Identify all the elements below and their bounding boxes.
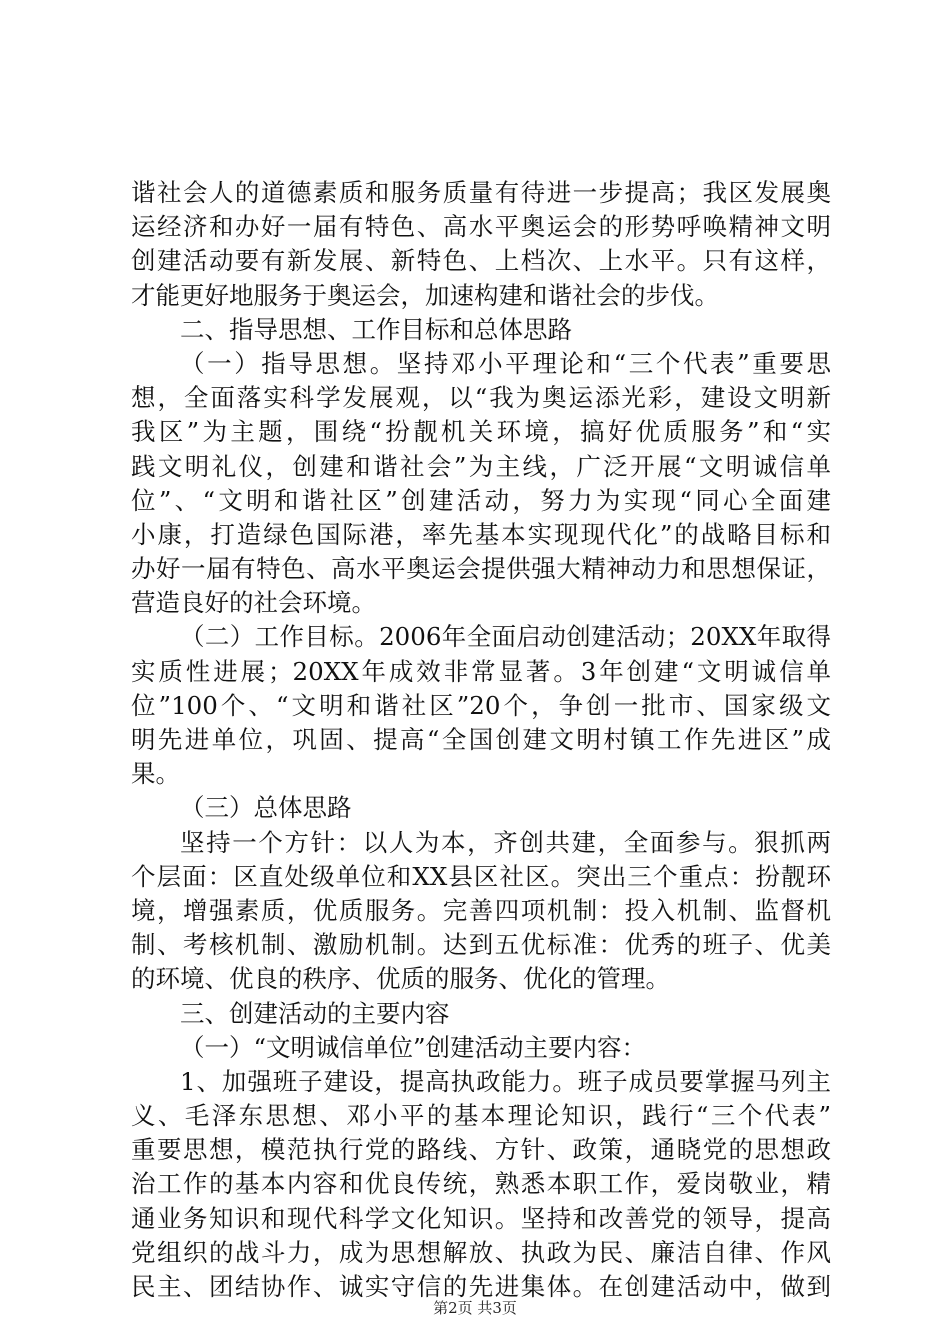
text-line: （二）工作目标。2006年全面启动创建活动；20XX年取得 xyxy=(180,622,831,652)
text-line: 位”、“文明和谐社区”创建活动，努力为实现“同心全面建 xyxy=(131,485,831,515)
text-line: 运经济和办好一届有特色、高水平奥运会的形势呼唤精神文明 xyxy=(131,212,831,242)
text-line: 制、考核机制、激励机制。达到五优标准：优秀的班子、优美 xyxy=(131,930,831,960)
text-line: 谐社会人的道德素质和服务质量有待进一步提高；我区发展奥 xyxy=(131,178,831,207)
text-line: 民主、团结协作、诚实守信的先进集体。在创建活动中，做到 xyxy=(131,1272,831,1301)
text-line: 创建活动要有新发展、新特色、上档次、上水平。只有这样， xyxy=(131,246,831,276)
text-line: 果。 xyxy=(131,759,180,789)
text-line: （一）指导思想。坚持邓小平理论和“三个代表”重要思 xyxy=(180,348,831,378)
text-line: 营造良好的社会环境。 xyxy=(131,588,376,618)
text-line: 才能更好地服务于奥运会，加速构建和谐社会的步伐。 xyxy=(131,280,719,310)
text-line: 治工作的基本内容和优良传统，熟悉本职工作，爱岗敬业，精 xyxy=(131,1169,831,1199)
text-line: 办好一届有特色、高水平奥运会提供强大精神动力和思想保证， xyxy=(131,554,831,584)
text-line: 1、加强班子建设，提高执政能力。班子成员要掌握马列主 xyxy=(180,1066,831,1096)
text-line: 个层面：区直处级单位和XX县区社区。突出三个重点：扮靓环 xyxy=(131,861,831,891)
text-line: 明先进单位，巩固、提高“全国创建文明村镇工作先进区”成 xyxy=(131,725,831,754)
text-line: 的环境、优良的秩序、优质的服务、优化的管理。 xyxy=(131,964,670,994)
text-line: 坚持一个方针：以人为本，齐创共建，全面参与。狠抓两 xyxy=(180,827,831,857)
text-line: 实质性进展；20XX年成效非常显著。3年创建“文明诚信单 xyxy=(131,656,831,686)
page-footer: 第2页 共3页 xyxy=(433,1299,517,1317)
text-line: 我区”为主题，围绕“扮靓机关环境，搞好优质服务”和“实 xyxy=(131,417,831,447)
text-line: 重要思想，模范执行党的路线、方针、政策，通晓党的思想政 xyxy=(131,1135,831,1165)
text-line: （一）“文明诚信单位”创建活动主要内容： xyxy=(180,1032,647,1062)
text-line: 境，增强素质，优质服务。完善四项机制：投入机制、监督机 xyxy=(131,895,831,925)
document-body xyxy=(131,176,831,1304)
text-line: 践文明礼仪，创建和谐社会”为主线，广泛开展“文明诚信单 xyxy=(131,451,831,481)
text-line: 通业务知识和现代科学文化知识。坚持和改善党的领导，提高 xyxy=(131,1203,831,1233)
text-line: 位”100个、“文明和谐社区”20个，争创一批市、国家级文 xyxy=(131,690,831,720)
text-line: 小康，打造绿色国际港，率先基本实现现代化”的战略目标和 xyxy=(131,519,831,549)
text-line: 二、指导思想、工作目标和总体思路 xyxy=(180,314,572,344)
text-line: 想，全面落实科学发展观，以“我为奥运添光彩，建设文明新 xyxy=(131,383,831,413)
text-line: 义、毛泽东思想、邓小平的基本理论知识，践行“三个代表” xyxy=(131,1101,831,1131)
text-line: （三）总体思路 xyxy=(180,793,352,823)
text-line: 三、创建活动的主要内容 xyxy=(180,998,450,1028)
text-line: 党组织的战斗力，成为思想解放、执政为民、廉洁自律、作风 xyxy=(131,1237,831,1267)
